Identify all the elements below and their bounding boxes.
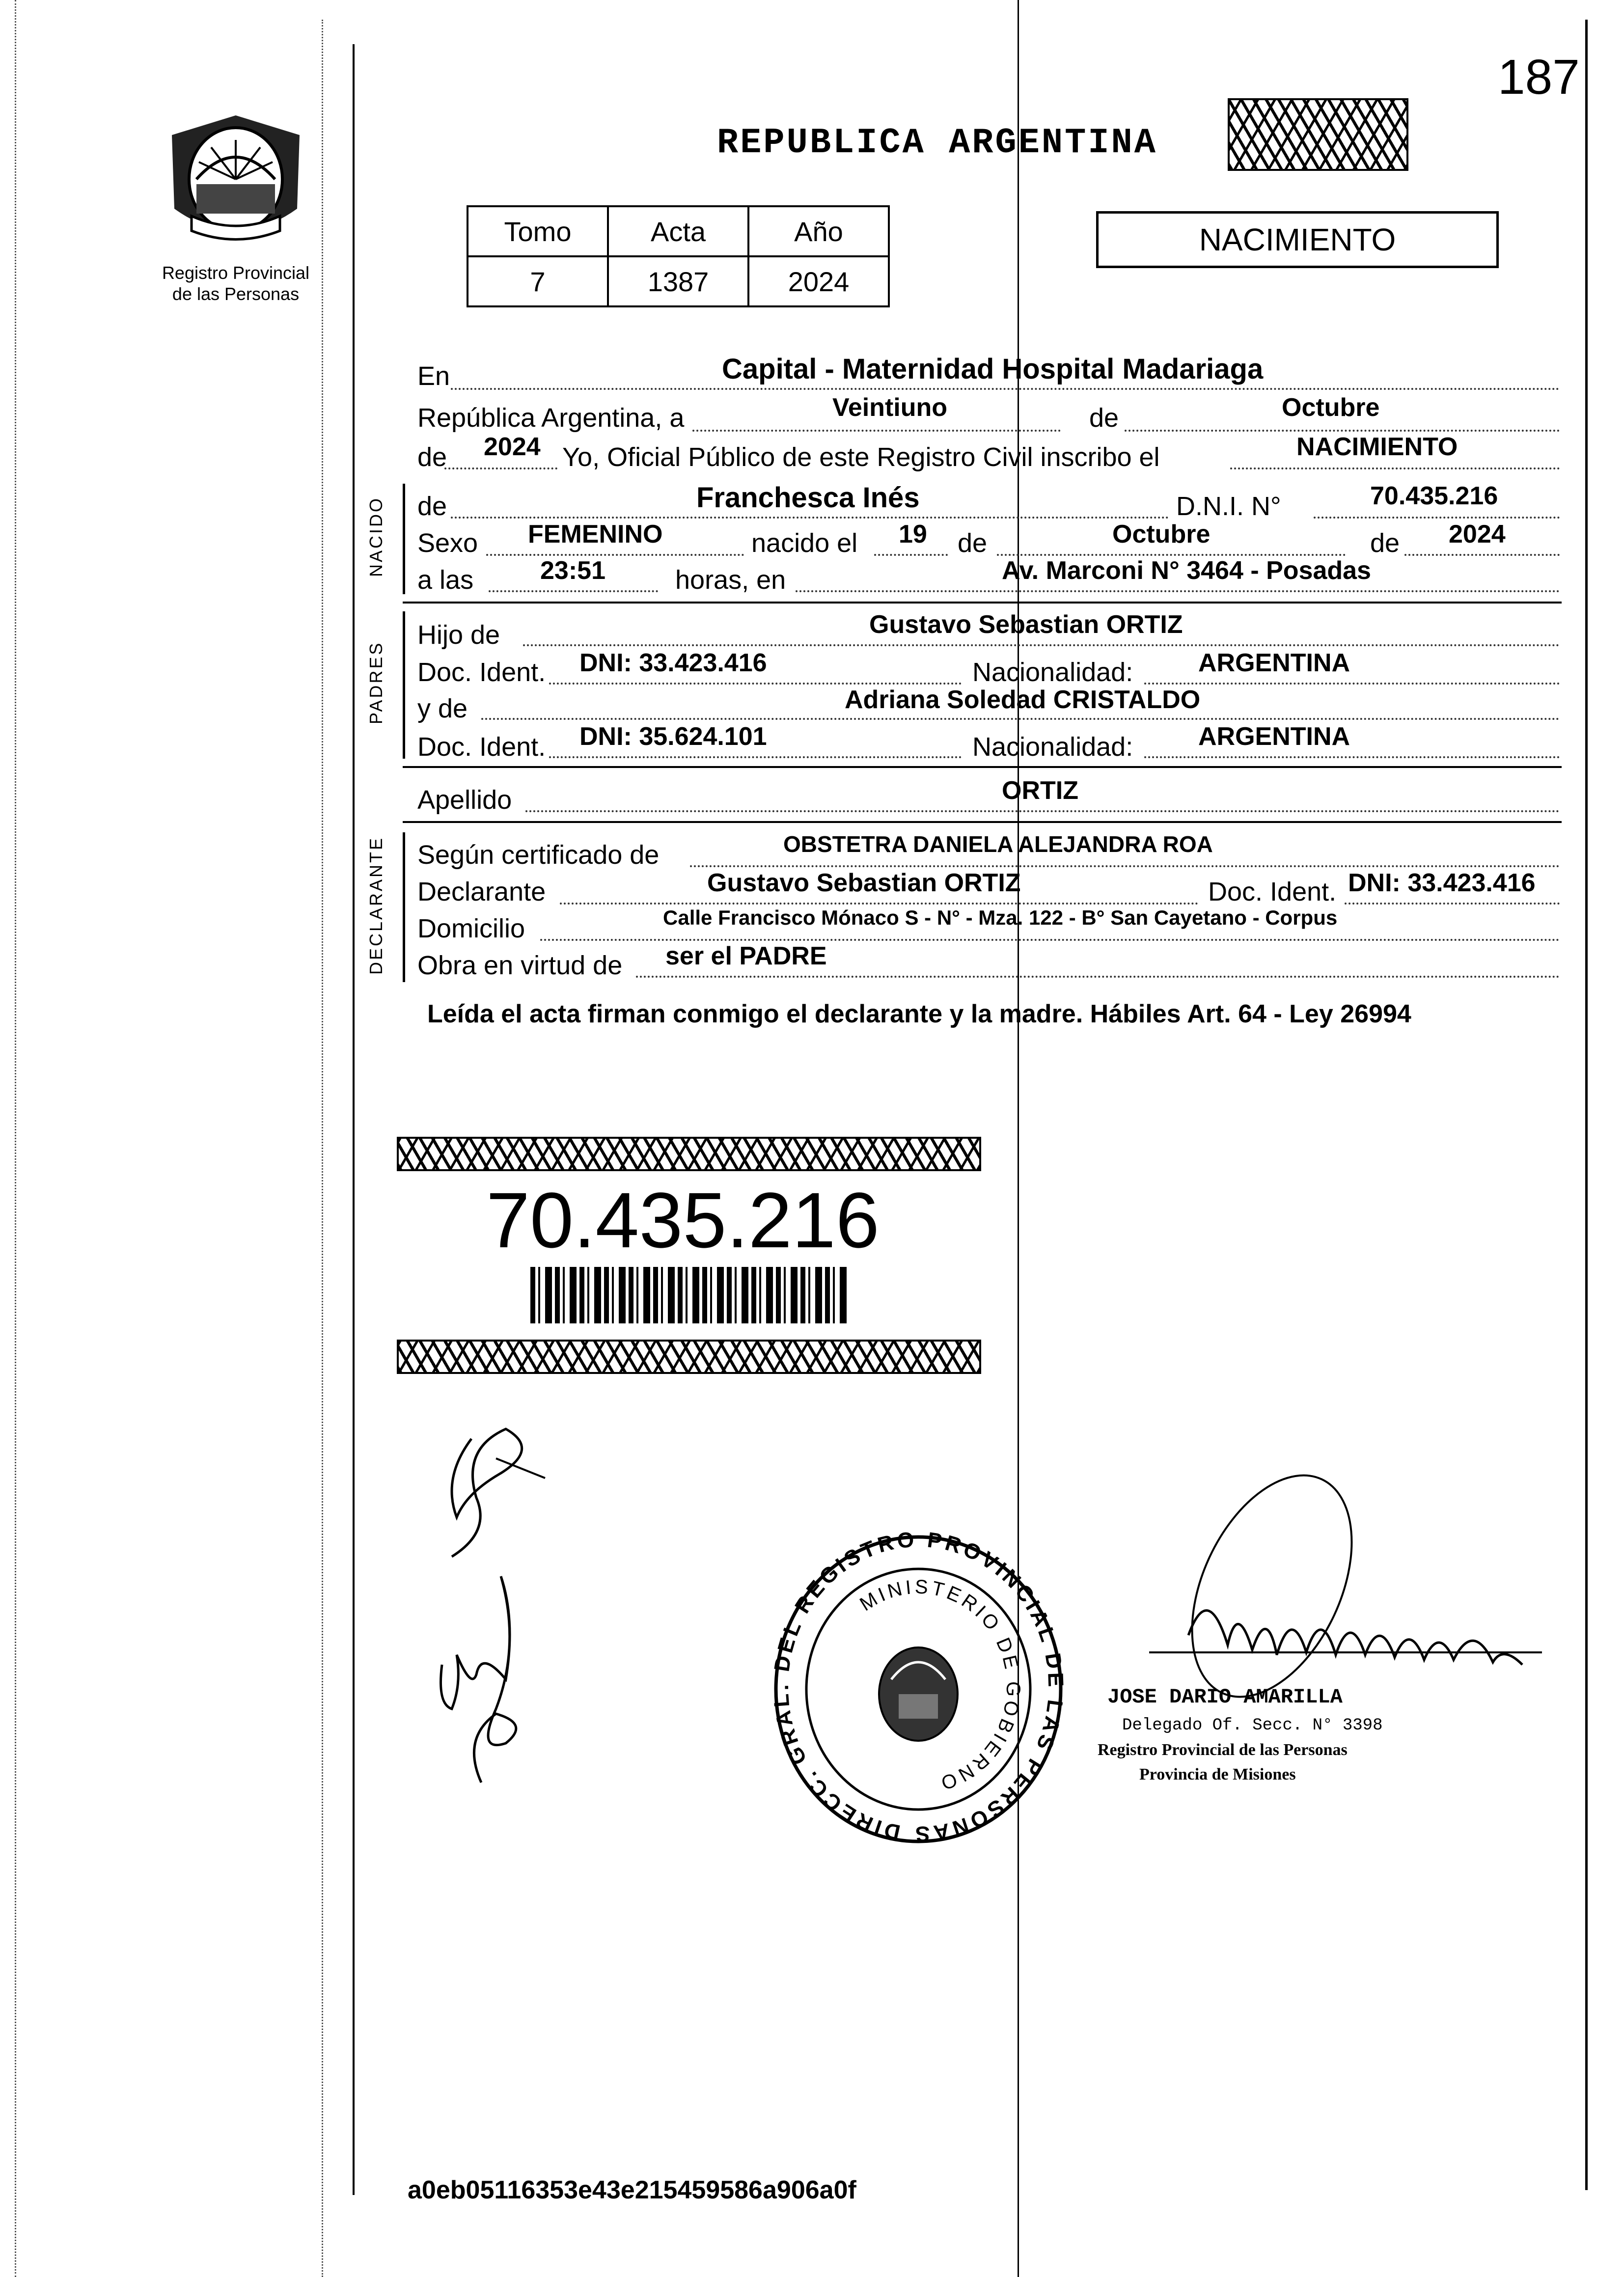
republica-label: República Argentina, a <box>417 403 685 433</box>
hijo-de-label: Hijo de <box>417 620 500 650</box>
declarante-doc-value: DNI: 33.423.416 <box>1348 869 1536 897</box>
officer-name: JOSE DARIO AMARILLA <box>1107 1685 1343 1709</box>
nacido-section-label: NACIDO <box>366 496 386 577</box>
left-border-line <box>353 44 355 2195</box>
address-value: Av. Marconi N° 3464 - Posadas <box>1002 556 1371 585</box>
document-hash: a0eb05116353e43e215459586a906a0f <box>408 2176 856 2204</box>
page-number: 187 <box>1498 50 1580 105</box>
record-table <box>467 205 890 307</box>
place-value: Capital - Maternidad Hospital Madariaga <box>722 353 1264 385</box>
mother-doc-label: Doc. Ident. <box>417 732 546 762</box>
father-nationality-line <box>1144 683 1560 685</box>
child-name-value: Franchesca Inés <box>696 482 920 514</box>
table-cell-acta: 1387 <box>608 256 748 306</box>
sexo-line <box>486 554 744 556</box>
apellido-bottom-rule <box>403 821 1562 823</box>
right-border-line <box>1585 20 1588 2190</box>
doc-type-label: NACIMIENTO <box>1199 222 1396 257</box>
mother-nationality-label: Nacionalidad: <box>972 732 1133 762</box>
declarante-doc-label: Doc. Ident. <box>1208 877 1337 906</box>
declarante-section-label: DECLARANTE <box>366 836 386 975</box>
time-line <box>489 590 658 592</box>
id-block-bottom-pattern <box>397 1340 981 1374</box>
de-label-2: de <box>417 442 447 472</box>
birth-year-value: 2024 <box>1449 520 1506 549</box>
father-nationality-value: ARGENTINA <box>1198 649 1350 677</box>
mother-doc-value: DNI: 35.624.101 <box>579 722 767 751</box>
table-cell-ano: 2024 <box>748 256 889 306</box>
nacido-section-bar <box>403 484 405 594</box>
obra-label: Obra en virtud de <box>417 951 623 980</box>
declarante-doc-line <box>1345 903 1560 905</box>
declarante-line <box>560 903 1198 905</box>
dni-line <box>1314 517 1560 519</box>
father-doc-line <box>549 683 962 685</box>
declarante-label: Declarante <box>417 877 546 906</box>
document-title: REPUBLICA ARGENTINA <box>717 123 1157 163</box>
table-cell-tomo: 7 <box>468 256 608 306</box>
birth-day-line <box>874 554 948 556</box>
sexo-value: FEMENINO <box>528 520 663 549</box>
padres-bottom-rule <box>403 766 1562 768</box>
officer-line2: Registro Provincial de las Personas <box>1098 1741 1348 1759</box>
id-block-top-pattern <box>397 1137 981 1171</box>
domicilio-label: Domicilio <box>417 914 525 943</box>
year-value: 2024 <box>484 433 541 461</box>
officer-line1: Delegado Of. Secc. N° 3398 <box>1122 1716 1383 1735</box>
certificado-value: OBSTETRA DANIELA ALEJANDRA ROA <box>783 831 1213 857</box>
domicilio-value: Calle Francisco Mónaco S - N° - Mza. 122 - B° San Cayetano - Corpus <box>663 906 1338 929</box>
nacido-de-label-2: de <box>958 528 988 558</box>
mother-nationality-line <box>1144 756 1560 758</box>
certificado-label: Según certificado de <box>417 840 660 870</box>
official-seal-stamp <box>769 1532 1068 1846</box>
signature-official <box>1149 1458 1542 1714</box>
obra-line <box>636 976 1560 978</box>
sexo-label: Sexo <box>417 528 478 558</box>
en-label: En <box>417 361 450 391</box>
mother-name-value: Adriana Soledad CRISTALDO <box>845 686 1201 714</box>
father-nationality-label: Nacionalidad: <box>972 658 1133 687</box>
padres-section-bar <box>403 611 405 759</box>
binding-dotted-line <box>322 20 323 2277</box>
mother-line <box>481 718 1560 720</box>
id-barcode <box>530 1267 850 1323</box>
table-header-tomo: Tomo <box>468 206 608 256</box>
day-value: Veintiuno <box>832 393 947 422</box>
certificado-line <box>690 865 1560 867</box>
horas-label: horas, en <box>675 565 786 595</box>
security-pattern-emblem <box>1228 98 1408 171</box>
father-name-value: Gustavo Sebastian ORTIZ <box>869 610 1183 639</box>
fold-line <box>1018 0 1019 2277</box>
table-header-acta: Acta <box>608 206 748 256</box>
y-de-label: y de <box>417 694 468 723</box>
mother-nationality-value: ARGENTINA <box>1198 722 1350 751</box>
month-value: Octubre <box>1282 393 1380 422</box>
padres-section-label: PADRES <box>366 641 386 724</box>
month-line <box>1125 430 1560 432</box>
logo-caption-line2: de las Personas <box>172 284 300 304</box>
doc-type-box <box>1096 211 1499 268</box>
domicilio-line <box>540 939 1560 941</box>
a-las-label: a las <box>417 565 474 595</box>
nacido-el-label: nacido el <box>751 528 858 558</box>
seal-inner-text: MINISTERIO DE GOBIERNO <box>856 1576 1024 1795</box>
dni-label: D.N.I. N° <box>1176 492 1281 521</box>
apellido-label: Apellido <box>417 785 512 815</box>
nacido-de-label: de <box>417 492 447 521</box>
birth-year-line <box>1404 554 1560 556</box>
day-line <box>692 430 1061 432</box>
nacido-de-label-3: de <box>1370 528 1400 558</box>
oficial-text: Yo, Oficial Público de este Registro Civil inscribo el <box>562 442 1160 472</box>
place-line <box>451 388 1560 390</box>
officer-line3: Provincia de Misiones <box>1139 1765 1296 1783</box>
dni-value: 70.435.216 <box>1370 482 1498 510</box>
birth-month-value: Octubre <box>1112 520 1211 549</box>
father-line <box>523 644 1560 646</box>
event-line <box>1230 467 1560 469</box>
event-value: NACIMIENTO <box>1296 433 1458 461</box>
father-doc-label: Doc. Ident. <box>417 658 546 687</box>
time-value: 23:51 <box>540 556 606 585</box>
obra-value: ser el PADRE <box>665 942 827 970</box>
province-coat-of-arms-logo <box>162 106 309 253</box>
closing-note: Leída el acta firman conmigo el declarante y la madre. Hábiles Art. 64 - Ley 26994 <box>427 1000 1411 1028</box>
left-margin-dotted <box>15 0 16 2277</box>
declarante-value: Gustavo Sebastian ORTIZ <box>707 869 1021 897</box>
nacido-bottom-rule <box>403 602 1562 604</box>
id-block-number: 70.435.216 <box>486 1176 880 1264</box>
logo-caption-line1: Registro Provincial <box>162 263 310 283</box>
apellido-line <box>525 810 1560 812</box>
address-line <box>796 590 1560 592</box>
table-header-ano: Año <box>748 206 889 256</box>
child-name-line <box>451 517 1169 519</box>
signature-declarante <box>422 1419 579 1566</box>
year-line <box>444 467 557 469</box>
mother-doc-line <box>549 756 962 758</box>
signature-madre <box>422 1566 550 1787</box>
father-doc-value: DNI: 33.423.416 <box>579 649 767 677</box>
birth-day-value: 19 <box>899 520 927 549</box>
de-label-1: de <box>1089 403 1119 433</box>
seal-outer-text: DIRECC. GRAL. DEL REGISTRO PROVINCIAL DE LAS PERSONAS <box>769 1532 1068 1846</box>
apellido-value: ORTIZ <box>1002 776 1078 805</box>
declarante-section-bar <box>403 832 405 982</box>
